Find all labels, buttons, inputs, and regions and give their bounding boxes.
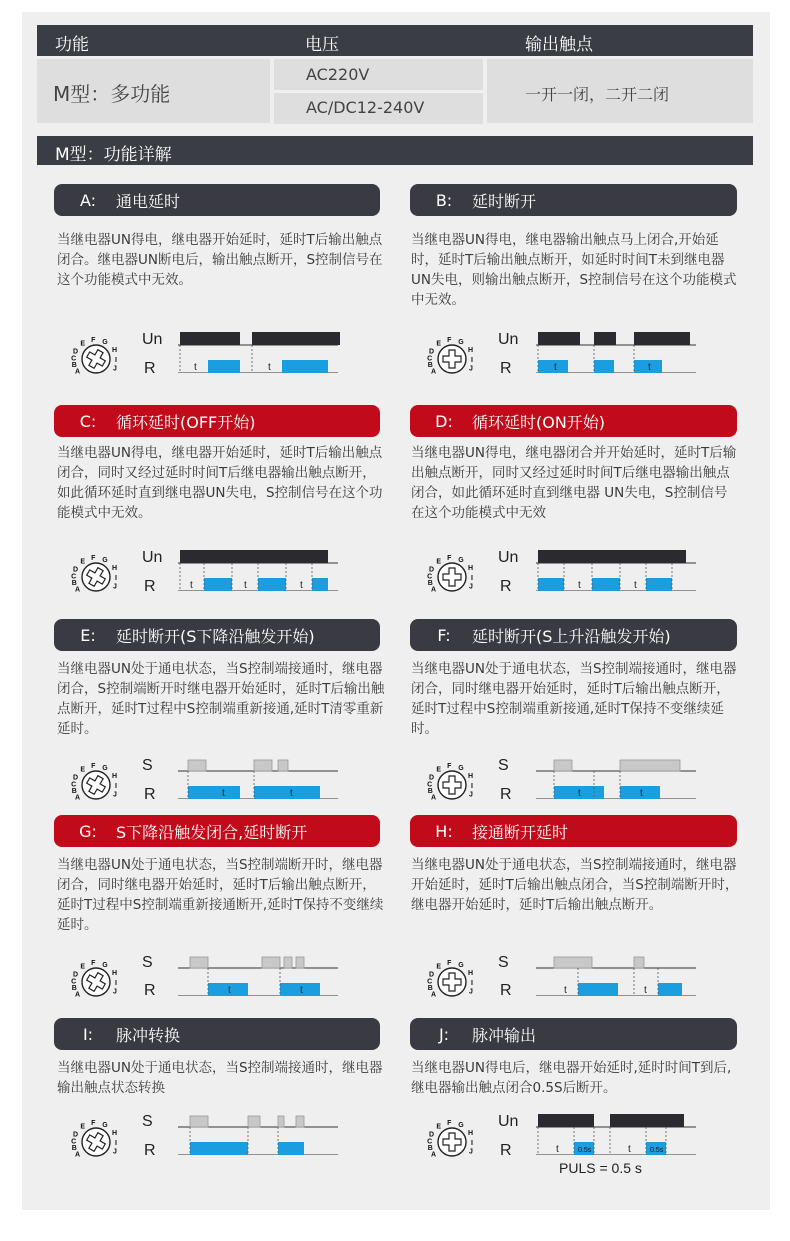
dial-letter: E bbox=[436, 1123, 442, 1131]
dial-letter: A bbox=[430, 1151, 437, 1159]
dial-letter: H bbox=[112, 565, 118, 572]
control-pulse bbox=[188, 760, 206, 771]
output-pulse bbox=[254, 786, 320, 799]
timing-diagram bbox=[532, 952, 712, 996]
section-title: M型：功能详解 bbox=[55, 145, 172, 165]
mode-title: 延时断开(S上升沿触发开始) bbox=[472, 626, 671, 646]
mode-letter: J: bbox=[438, 1024, 450, 1044]
delay-t-label: t bbox=[640, 788, 643, 799]
dial-letter: I bbox=[115, 980, 117, 987]
delay-t-label: t bbox=[194, 362, 197, 373]
section-title-bar bbox=[37, 136, 753, 165]
output-pulse bbox=[278, 1142, 304, 1155]
timing-diagram bbox=[532, 547, 712, 591]
dial-letter: J bbox=[112, 583, 117, 591]
dial-letter: J bbox=[468, 988, 473, 996]
dial-letter: D bbox=[73, 1131, 79, 1139]
dial-letter: G bbox=[102, 556, 108, 564]
delay-t-label: t bbox=[644, 985, 647, 996]
dial-letter: G bbox=[458, 556, 464, 564]
signal-label-bottom: R bbox=[144, 786, 156, 803]
mode-description: 当继电器UN得电，继电器开始延时，延时T后输出触点闭合。继电器UN断电后，输出触点断开，S控制信号在这个功能模式中无效。 bbox=[57, 232, 383, 288]
signal-label-bottom: R bbox=[500, 360, 512, 377]
dial-letter: J bbox=[112, 365, 117, 373]
signal-label-bottom: R bbox=[500, 578, 512, 595]
mode-description: 当继电器UN得电，继电器开始延时，延时T后输出触点闭合，同时又经过延时时间T后继电器输出触点断开，如此循环延时直到继电器UN失电，S控制信号在这个功能模式中无效。 bbox=[57, 445, 383, 521]
supply-pulse bbox=[610, 1114, 684, 1127]
dial-letter: C bbox=[71, 1138, 77, 1146]
dial-letter: D bbox=[429, 566, 435, 574]
dial-letter: D bbox=[429, 1131, 435, 1139]
mode-letter: C: bbox=[79, 411, 97, 431]
spec-model-cell bbox=[37, 59, 270, 123]
spec-contacts-cell bbox=[487, 59, 753, 123]
dial-letter: E bbox=[436, 963, 442, 971]
dial-letter: F bbox=[91, 1120, 96, 1128]
timing-diagram bbox=[174, 952, 354, 996]
mode-letter: G: bbox=[79, 821, 97, 841]
delay-t-label: t bbox=[628, 1144, 631, 1155]
dial-letter: B bbox=[427, 788, 433, 796]
output-pulse bbox=[594, 360, 614, 373]
mode-header-0 bbox=[54, 184, 380, 216]
function-dial-icon bbox=[68, 757, 132, 813]
signal-label-top: S bbox=[142, 757, 153, 774]
supply-pulse bbox=[180, 332, 240, 345]
dial-letter: C bbox=[427, 355, 433, 363]
dial-letter: D bbox=[73, 774, 79, 782]
mode-header-9 bbox=[410, 1018, 737, 1050]
dial-letter: I bbox=[471, 783, 473, 790]
output-pulse bbox=[258, 578, 286, 591]
timing-diagram bbox=[174, 755, 354, 799]
dial-letter: E bbox=[80, 963, 86, 971]
dial-letter: H bbox=[468, 1130, 474, 1137]
dial-letter: E bbox=[80, 558, 86, 566]
dial-letter: H bbox=[112, 347, 118, 354]
dial-letter: B bbox=[427, 362, 433, 370]
spec-contacts: 一开一闭，二开二闭 bbox=[525, 85, 670, 104]
spec-voltage1: AC220V bbox=[306, 65, 370, 84]
mode-header-6 bbox=[54, 815, 380, 847]
output-pulse bbox=[208, 360, 240, 373]
header-voltage: 电压 bbox=[305, 35, 339, 55]
control-pulse bbox=[278, 1116, 284, 1127]
dial-letter: H bbox=[112, 773, 118, 780]
output-pulse bbox=[646, 578, 672, 591]
function-dial-icon bbox=[424, 757, 488, 813]
mode-description: 当继电器UN处于通电状态，当S控制端接通时，继电器开始延时，延时T后输出触点闭合，当S控制端断开时，继电器开始延时，延时T后输出触点断开。 bbox=[411, 857, 739, 913]
signal-label-bottom: R bbox=[144, 360, 156, 377]
timing-diagram bbox=[174, 329, 354, 373]
mode-letter: A: bbox=[79, 190, 97, 210]
mode-description: 当继电器UN得电，继电器输出触点马上闭合,开始延时，延时T后输出触点断开，如延时时间T未到继电器UN失电，则输出触点断开，S控制信号在这个功能模式中无效。 bbox=[411, 232, 737, 308]
puls-note: PULS = 0.5 s bbox=[559, 1160, 642, 1176]
dial-letter: J bbox=[468, 1148, 473, 1156]
delay-t-label: t bbox=[578, 580, 581, 591]
dial-letter: F bbox=[447, 555, 452, 563]
mode-description: 当继电器UN处于通电状态，当S控制端接通时，继电器闭合，同时继电器开始延时，延时T后输出触点断开，延时T过程中S控制端重新接通,延时T保持不变继续延时。 bbox=[411, 661, 737, 737]
half-second-label: 0.5s bbox=[578, 1147, 592, 1154]
control-pulse bbox=[620, 760, 680, 771]
signal-label-top: Un bbox=[498, 331, 519, 348]
dial-letter: E bbox=[436, 766, 442, 774]
dial-letter: D bbox=[429, 774, 435, 782]
delay-t-label: t bbox=[228, 985, 231, 996]
dial-letter: D bbox=[429, 348, 435, 356]
function-dial-icon bbox=[68, 954, 132, 1010]
dial-letter: G bbox=[102, 1121, 108, 1129]
control-pulse bbox=[296, 957, 304, 968]
supply-pulse bbox=[538, 332, 580, 345]
dial-letter: J bbox=[468, 583, 473, 591]
delay-t-label: t bbox=[300, 580, 303, 591]
timing-diagram bbox=[532, 329, 712, 373]
signal-label-top: Un bbox=[498, 549, 519, 566]
dial-letter: C bbox=[427, 1138, 433, 1146]
spec-voltage2-cell bbox=[274, 93, 483, 124]
control-pulse bbox=[254, 760, 272, 771]
dial-letter: H bbox=[112, 1130, 118, 1137]
delay-t-label: t bbox=[268, 362, 271, 373]
dial-letter: H bbox=[468, 970, 474, 977]
supply-pulse bbox=[634, 332, 690, 345]
half-second-label: 0.5s bbox=[650, 1147, 664, 1154]
supply-pulse bbox=[594, 332, 616, 345]
mode-letter: D: bbox=[435, 411, 453, 431]
dial-letter: I bbox=[115, 575, 117, 582]
mode-title: 脉冲转换 bbox=[116, 1025, 181, 1045]
header-contacts: 输出触点 bbox=[525, 35, 593, 55]
dial-letter: C bbox=[71, 573, 77, 581]
signal-label-bottom: R bbox=[500, 1142, 512, 1159]
dial-letter: I bbox=[471, 575, 473, 582]
dial-letter: G bbox=[458, 338, 464, 346]
mode-description: 当继电器UN处于通电状态，当S控制端断开时，继电器闭合，同时继电器开始延时，延时T后输出触点断开，延时T过程中S控制端重新接通断开,延时T保持不变继续延时。 bbox=[57, 857, 384, 933]
delay-t-label: t bbox=[634, 580, 637, 591]
mode-letter: H: bbox=[435, 821, 453, 841]
dial-letter: I bbox=[115, 1140, 117, 1147]
timing-diagram bbox=[174, 547, 354, 591]
dial-letter: C bbox=[427, 781, 433, 789]
dial-letter: H bbox=[468, 347, 474, 354]
dial-letter: C bbox=[71, 355, 77, 363]
output-pulse bbox=[282, 360, 328, 373]
dial-letter: A bbox=[430, 794, 437, 802]
dial-letter: H bbox=[468, 565, 474, 572]
output-pulse bbox=[204, 578, 232, 591]
dial-letter: A bbox=[74, 368, 81, 376]
supply-pulse bbox=[538, 1114, 594, 1127]
signal-label-bottom: R bbox=[500, 786, 512, 803]
timing-diagram bbox=[532, 1111, 712, 1155]
signal-label-top: Un bbox=[142, 549, 163, 566]
mode-header-1 bbox=[410, 184, 737, 216]
dial-letter: E bbox=[436, 558, 442, 566]
signal-label-bottom: R bbox=[500, 982, 512, 999]
function-dial-icon bbox=[424, 954, 488, 1010]
dial-letter: C bbox=[71, 978, 77, 986]
dial-letter: F bbox=[447, 1120, 452, 1128]
dial-letter: G bbox=[458, 764, 464, 772]
mode-letter: E: bbox=[80, 625, 96, 645]
mode-title: 循环延时(OFF开始) bbox=[116, 412, 256, 432]
signal-label-top: S bbox=[142, 1113, 153, 1130]
header-function: 功能 bbox=[55, 35, 89, 55]
dial-letter: D bbox=[73, 348, 79, 356]
spec-voltage2: AC/DC12-240V bbox=[306, 98, 425, 117]
supply-pulse bbox=[538, 550, 686, 563]
mode-title: 脉冲输出 bbox=[472, 1025, 537, 1045]
control-pulse bbox=[554, 760, 572, 771]
delay-t-label: t bbox=[222, 788, 225, 799]
output-pulse bbox=[538, 578, 564, 591]
dial-letter: D bbox=[73, 971, 79, 979]
spec-model: M型：多功能 bbox=[53, 82, 171, 106]
dial-letter: F bbox=[91, 555, 96, 563]
delay-t-label: t bbox=[190, 580, 193, 591]
supply-pulse bbox=[180, 550, 328, 563]
spec-table-header bbox=[37, 25, 753, 56]
control-pulse bbox=[190, 957, 208, 968]
dial-letter: I bbox=[471, 357, 473, 364]
dial-letter: D bbox=[73, 566, 79, 574]
output-pulse bbox=[592, 578, 620, 591]
control-pulse bbox=[190, 1116, 208, 1127]
mode-title: 接通断开延时 bbox=[472, 822, 569, 842]
timing-diagram bbox=[174, 1111, 354, 1155]
dial-letter: D bbox=[429, 971, 435, 979]
dial-letter: J bbox=[112, 791, 117, 799]
mode-description: 当继电器UN处于通电状态，当S控制端接通时，继电器输出触点状态转换 bbox=[57, 1060, 383, 1096]
function-dial-icon bbox=[68, 331, 132, 387]
signal-label-bottom: R bbox=[144, 578, 156, 595]
delay-t-label: t bbox=[556, 1144, 559, 1155]
delay-t-label: t bbox=[648, 362, 651, 373]
function-dial-icon bbox=[68, 1114, 132, 1170]
dial-letter: G bbox=[102, 764, 108, 772]
delay-t-label: t bbox=[300, 985, 303, 996]
dial-letter: F bbox=[91, 337, 96, 345]
signal-label-top: Un bbox=[142, 331, 163, 348]
mode-title: 延时断开 bbox=[472, 191, 537, 211]
delay-t-label: t bbox=[564, 985, 567, 996]
mode-description: 当继电器UN得电，继电器闭合并开始延时，延时T后输出触点断开，同时又经过延时时间T后继电器输出触点闭合，如此循环延时直到继电器 UN失电，S控制信号在这个功能模式中无效 bbox=[411, 445, 737, 521]
control-pulse bbox=[296, 1116, 304, 1127]
function-dial-icon bbox=[424, 1114, 488, 1170]
mode-letter: F: bbox=[437, 625, 451, 645]
dial-letter: H bbox=[468, 773, 474, 780]
dial-letter: G bbox=[102, 338, 108, 346]
output-pulse bbox=[188, 786, 240, 799]
spec-voltage1-cell bbox=[274, 59, 483, 90]
dial-letter: C bbox=[427, 978, 433, 986]
dial-letter: J bbox=[112, 1148, 117, 1156]
dial-letter: F bbox=[91, 763, 96, 771]
function-dial-icon bbox=[424, 549, 488, 605]
function-dial-icon bbox=[68, 549, 132, 605]
dial-letter: G bbox=[102, 961, 108, 969]
mode-title: 通电延时 bbox=[116, 191, 181, 211]
timing-diagram bbox=[532, 755, 712, 799]
control-pulse bbox=[278, 760, 288, 771]
dial-letter: C bbox=[71, 781, 77, 789]
signal-label-top: Un bbox=[498, 1113, 519, 1130]
dial-letter: B bbox=[427, 1145, 433, 1153]
supply-pulse bbox=[252, 332, 340, 345]
mode-header-7 bbox=[410, 815, 737, 847]
dial-letter: H bbox=[112, 970, 118, 977]
dial-letter: I bbox=[471, 1140, 473, 1147]
dial-letter: E bbox=[80, 340, 86, 348]
mode-description: 当继电器UN处于通电状态，当S控制端接通时，继电器闭合，S控制端断开时继电器开始延时，延时T后输出触点断开，延时T过程中S控制端重新接通,延时T清零重新延时。 bbox=[57, 661, 385, 737]
delay-t-label: t bbox=[290, 788, 293, 799]
signal-label-bottom: R bbox=[144, 982, 156, 999]
dial-letter: B bbox=[427, 580, 433, 588]
control-pulse bbox=[262, 957, 280, 968]
dial-letter: B bbox=[71, 580, 77, 588]
mode-header-8 bbox=[54, 1018, 380, 1050]
dial-letter: G bbox=[458, 1121, 464, 1129]
mode-title: S下降沿触发闭合,延时断开 bbox=[116, 822, 308, 842]
signal-label-top: S bbox=[498, 757, 509, 774]
dial-letter: F bbox=[447, 337, 452, 345]
dial-letter: A bbox=[430, 586, 437, 594]
delay-t-label: t bbox=[578, 788, 581, 799]
control-pulse bbox=[554, 957, 592, 968]
dial-letter: J bbox=[468, 365, 473, 373]
dial-letter: G bbox=[458, 961, 464, 969]
dial-letter: B bbox=[71, 362, 77, 370]
dial-letter: A bbox=[74, 794, 81, 802]
dial-letter: C bbox=[427, 573, 433, 581]
dial-letter: F bbox=[447, 763, 452, 771]
mode-title: 延时断开(S下降沿触发开始) bbox=[116, 626, 315, 646]
output-pulse bbox=[312, 578, 328, 591]
signal-label-bottom: R bbox=[144, 1142, 156, 1159]
signal-label-top: S bbox=[498, 954, 509, 971]
dial-letter: I bbox=[471, 980, 473, 987]
dial-letter: J bbox=[468, 791, 473, 799]
dial-letter: E bbox=[80, 766, 86, 774]
function-dial-icon bbox=[424, 331, 488, 387]
dial-letter: B bbox=[71, 985, 77, 993]
dial-letter: F bbox=[447, 960, 452, 968]
mode-description: 当继电器UN得电后，继电器开始延时,延时时间T到后,继电器输出触点闭合0.5S后断开。 bbox=[411, 1060, 732, 1096]
dial-letter: A bbox=[430, 368, 437, 376]
dial-letter: I bbox=[115, 783, 117, 790]
dial-letter: A bbox=[74, 1151, 81, 1159]
output-pulse bbox=[190, 1142, 248, 1155]
dial-letter: J bbox=[112, 988, 117, 996]
mode-header-3 bbox=[410, 405, 737, 437]
dial-letter: B bbox=[71, 1145, 77, 1153]
mode-header-5 bbox=[410, 619, 737, 651]
mode-title: 循环延时(ON开始) bbox=[472, 412, 606, 432]
dial-letter: B bbox=[71, 788, 77, 796]
dial-letter: E bbox=[80, 1123, 86, 1131]
dial-letter: B bbox=[427, 985, 433, 993]
mode-header-4 bbox=[54, 619, 380, 651]
dial-letter: I bbox=[115, 357, 117, 364]
control-pulse bbox=[284, 957, 292, 968]
dial-letter: A bbox=[74, 991, 81, 999]
delay-t-label: t bbox=[554, 362, 557, 373]
dial-letter: A bbox=[430, 991, 437, 999]
dial-letter: E bbox=[436, 340, 442, 348]
output-pulse bbox=[658, 983, 682, 996]
mode-header-2 bbox=[54, 405, 380, 437]
dial-letter: A bbox=[74, 586, 81, 594]
mode-letter: I: bbox=[82, 1024, 94, 1044]
dial-letter: F bbox=[91, 960, 96, 968]
mode-letter: B: bbox=[435, 190, 453, 210]
output-pulse bbox=[538, 360, 568, 373]
control-pulse bbox=[248, 1116, 260, 1127]
delay-t-label: t bbox=[244, 580, 247, 591]
output-pulse bbox=[578, 983, 618, 996]
control-pulse bbox=[634, 957, 644, 968]
signal-label-top: S bbox=[142, 954, 153, 971]
